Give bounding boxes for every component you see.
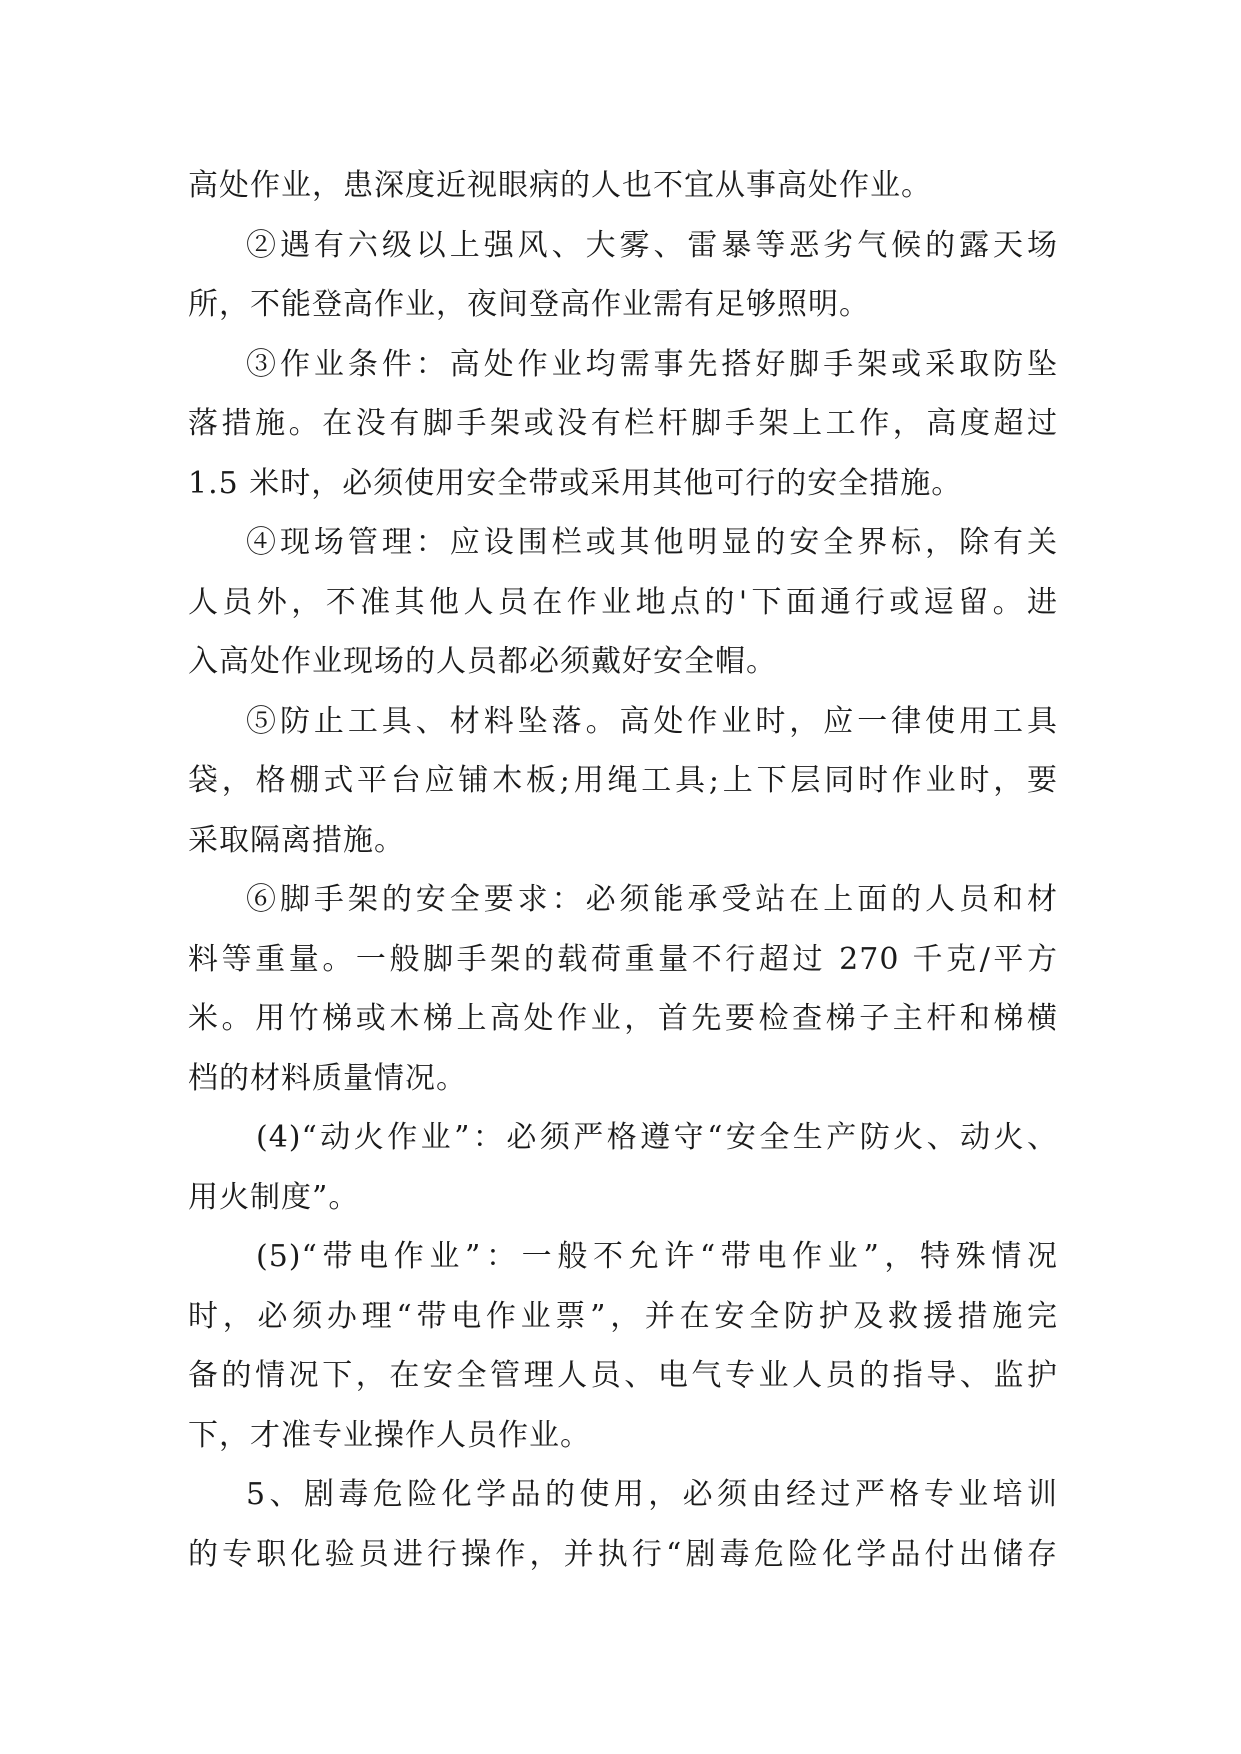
text-line: 所，不能登高作业，夜间登高作业需有足够照明。 <box>188 287 870 322</box>
text-line: 米。用竹梯或木梯上高处作业，首先要检查梯子主杆和梯横 <box>188 1001 1058 1036</box>
text-line: 1.5 米时，必须使用安全带或采用其他可行的安全措施。 <box>188 465 963 501</box>
text-line: ⑤防止工具、材料坠落。高处作业时，应一律使用工具 <box>246 703 1058 739</box>
text-line: ③作业条件：高处作业均需事先搭好脚手架或采取防坠 <box>246 346 1058 382</box>
text-line: ⑥脚手架的安全要求：必须能承受站在上面的人员和材 <box>246 882 1058 917</box>
text-line: 采取隔离措施。 <box>188 822 405 858</box>
text-line: (5)“带电作业”：一般不允许“带电作业”，特殊情况 <box>256 1239 1058 1274</box>
text-line: (4)“动火作业”：必须严格遵守“安全生产防火、动火、 <box>256 1120 1058 1155</box>
text-line: 入高处作业现场的人员都必须戴好安全帽。 <box>188 644 777 679</box>
text-line: 下，才准专业操作人员作业。 <box>188 1417 591 1453</box>
text-line: 时，必须办理“带电作业票”，并在安全防护及救援措施完 <box>188 1298 1058 1334</box>
text-line: 的专职化验员进行操作，并执行“剧毒危险化学品付出储存 <box>188 1536 1058 1572</box>
text-line: 高处作业，患深度近视眼病的人也不宜从事高处作业。 <box>188 168 932 203</box>
text-line: 备的情况下，在安全管理人员、电气专业人员的指导、监护 <box>188 1358 1058 1393</box>
text-line: 料等重量。一般脚手架的载荷重量不行超过 270 千克/平方 <box>188 941 1058 977</box>
text-line: ④现场管理：应设围栏或其他明显的安全界标，除有关 <box>246 525 1058 560</box>
text-line: 袋，格棚式平台应铺木板;用绳工具;上下层同时作业时，要 <box>188 763 1058 798</box>
text-line: 人员外，不准其他人员在作业地点的'下面通行或逗留。进 <box>188 584 1058 620</box>
text-line: 用火制度”。 <box>188 1179 360 1215</box>
text-line: ②遇有六级以上强风、大雾、雷暴等恶劣气候的露天场 <box>246 227 1058 263</box>
text-line: 5、剧毒危险化学品的使用，必须由经过严格专业培训 <box>246 1477 1058 1512</box>
text-line: 档的材料质量情况。 <box>188 1060 467 1096</box>
body-text <box>188 156 1058 1584</box>
text-line: 落措施。在没有脚手架或没有栏杆脚手架上工作，高度超过 <box>188 406 1058 441</box>
